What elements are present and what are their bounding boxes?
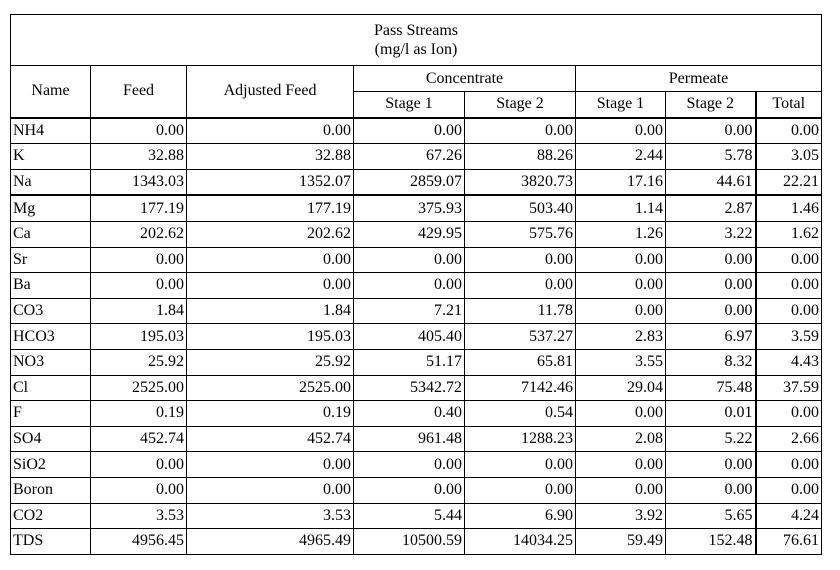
cell-perm-total: 4.43: [756, 349, 822, 375]
cell-perm-total: 1.46: [756, 195, 822, 221]
cell-perm-total: 0.00: [756, 118, 822, 144]
cell-conc-stage2: 0.00: [465, 477, 576, 503]
table-title: [11, 15, 822, 66]
cell-conc-stage2: 503.40: [465, 195, 576, 221]
cell-conc-stage2: 0.00: [465, 118, 576, 144]
cell-perm-stage1: 2.08: [576, 426, 666, 452]
cell-name: CO3: [11, 298, 91, 324]
cell-perm-stage1: 1.26: [576, 221, 666, 247]
cell-perm-stage1: 29.04: [576, 375, 666, 401]
cell-perm-stage2: 0.00: [666, 247, 756, 273]
header-perm-stage1: Stage 1: [576, 92, 666, 118]
cell-conc-stage1: 51.17: [354, 349, 465, 375]
cell-perm-stage1: 3.92: [576, 503, 666, 529]
header-feed: Feed: [91, 66, 187, 118]
cell-adjusted-feed: 1352.07: [187, 169, 354, 195]
cell-perm-stage1: 0.00: [576, 477, 666, 503]
table-row: [11, 195, 822, 221]
table-row: [11, 144, 822, 170]
cell-feed: 195.03: [91, 324, 187, 350]
cell-perm-stage2: 8.32: [666, 349, 756, 375]
cell-perm-total: 2.66: [756, 426, 822, 452]
cell-perm-total: 3.05: [756, 144, 822, 170]
table-row: [11, 247, 822, 273]
cell-feed: 177.19: [91, 195, 187, 221]
cell-conc-stage1: 10500.59: [354, 529, 465, 555]
cell-name: K: [11, 144, 91, 170]
cell-conc-stage1: 2859.07: [354, 169, 465, 195]
table-row: [11, 324, 822, 350]
header-conc-stage1: Stage 1: [354, 92, 465, 118]
cell-adjusted-feed: 25.92: [187, 349, 354, 375]
cell-conc-stage2: 14034.25: [465, 529, 576, 555]
cell-conc-stage2: 575.76: [465, 221, 576, 247]
cell-adjusted-feed: 177.19: [187, 195, 354, 221]
cell-conc-stage2: 0.00: [465, 247, 576, 273]
cell-perm-stage2: 0.00: [666, 452, 756, 478]
cell-conc-stage2: 0.00: [465, 452, 576, 478]
cell-conc-stage1: 0.00: [354, 247, 465, 273]
cell-perm-stage1: 1.14: [576, 195, 666, 221]
cell-name: Ba: [11, 273, 91, 299]
cell-perm-stage2: 0.00: [666, 273, 756, 299]
cell-adjusted-feed: 452.74: [187, 426, 354, 452]
cell-conc-stage1: 7.21: [354, 298, 465, 324]
cell-perm-total: 37.59: [756, 375, 822, 401]
cell-perm-total: 76.61: [756, 529, 822, 555]
cell-conc-stage1: 0.00: [354, 118, 465, 144]
cell-feed: 0.00: [91, 273, 187, 299]
cell-adjusted-feed: 3.53: [187, 503, 354, 529]
table-row: [11, 401, 822, 427]
cell-perm-stage1: 17.16: [576, 169, 666, 195]
table-title-line1: Pass Streams: [374, 22, 458, 39]
cell-feed: 202.62: [91, 221, 187, 247]
cell-name: CO2: [11, 503, 91, 529]
cell-adjusted-feed: 1.84: [187, 298, 354, 324]
cell-name: Ca: [11, 221, 91, 247]
cell-conc-stage1: 405.40: [354, 324, 465, 350]
cell-adjusted-feed: 0.19: [187, 401, 354, 427]
cell-perm-stage2: 152.48: [666, 529, 756, 555]
cell-name: Boron: [11, 477, 91, 503]
cell-name: NO3: [11, 349, 91, 375]
table-row: [11, 529, 822, 555]
cell-perm-stage1: 2.44: [576, 144, 666, 170]
cell-conc-stage2: 0.00: [465, 273, 576, 299]
cell-conc-stage2: 6.90: [465, 503, 576, 529]
table-title-line2: (mg/l as Ion): [374, 41, 458, 58]
cell-adjusted-feed: 195.03: [187, 324, 354, 350]
cell-conc-stage1: 0.00: [354, 273, 465, 299]
cell-adjusted-feed: 0.00: [187, 118, 354, 144]
header-concentrate: Concentrate: [354, 66, 576, 92]
cell-feed: 32.88: [91, 144, 187, 170]
cell-perm-stage2: 3.22: [666, 221, 756, 247]
cell-perm-stage1: 0.00: [576, 273, 666, 299]
cell-name: SO4: [11, 426, 91, 452]
cell-perm-stage1: 59.49: [576, 529, 666, 555]
cell-feed: 0.00: [91, 477, 187, 503]
cell-conc-stage2: 1288.23: [465, 426, 576, 452]
cell-name: Na: [11, 169, 91, 195]
table-row: [11, 118, 822, 144]
cell-perm-stage2: 2.87: [666, 195, 756, 221]
header-name: Name: [11, 66, 91, 118]
cell-name: NH4: [11, 118, 91, 144]
header-perm-total: Total: [756, 92, 822, 118]
table-row: [11, 349, 822, 375]
table-row: [11, 273, 822, 299]
cell-perm-stage2: 75.48: [666, 375, 756, 401]
cell-adjusted-feed: 4965.49: [187, 529, 354, 555]
cell-feed: 0.00: [91, 118, 187, 144]
table-body: [11, 118, 822, 555]
cell-name: HCO3: [11, 324, 91, 350]
cell-name: Mg: [11, 195, 91, 221]
table-row: [11, 375, 822, 401]
table-row: [11, 298, 822, 324]
table-row: [11, 503, 822, 529]
cell-name: Cl: [11, 375, 91, 401]
cell-perm-stage1: 3.55: [576, 349, 666, 375]
cell-conc-stage2: 65.81: [465, 349, 576, 375]
cell-conc-stage1: 0.40: [354, 401, 465, 427]
cell-conc-stage1: 0.00: [354, 452, 465, 478]
cell-adjusted-feed: 0.00: [187, 477, 354, 503]
cell-perm-stage2: 0.01: [666, 401, 756, 427]
cell-feed: 0.19: [91, 401, 187, 427]
cell-name: SiO2: [11, 452, 91, 478]
cell-perm-stage1: 0.00: [576, 118, 666, 144]
cell-adjusted-feed: 0.00: [187, 452, 354, 478]
cell-conc-stage1: 375.93: [354, 195, 465, 221]
cell-conc-stage2: 88.26: [465, 144, 576, 170]
table-row: [11, 221, 822, 247]
cell-perm-stage2: 0.00: [666, 477, 756, 503]
cell-name: Sr: [11, 247, 91, 273]
cell-conc-stage2: 0.54: [465, 401, 576, 427]
cell-adjusted-feed: 32.88: [187, 144, 354, 170]
cell-feed: 2525.00: [91, 375, 187, 401]
cell-feed: 4956.45: [91, 529, 187, 555]
cell-conc-stage1: 0.00: [354, 477, 465, 503]
cell-perm-stage2: 44.61: [666, 169, 756, 195]
cell-perm-stage1: 0.00: [576, 452, 666, 478]
cell-perm-total: 22.21: [756, 169, 822, 195]
cell-perm-stage1: 2.83: [576, 324, 666, 350]
cell-perm-total: 4.24: [756, 503, 822, 529]
cell-perm-total: 0.00: [756, 273, 822, 299]
header-conc-stage2: Stage 2: [465, 92, 576, 118]
cell-feed: 452.74: [91, 426, 187, 452]
cell-perm-stage2: 5.65: [666, 503, 756, 529]
cell-perm-total: 1.62: [756, 221, 822, 247]
table-row: [11, 169, 822, 195]
header-perm-stage2: Stage 2: [666, 92, 756, 118]
cell-conc-stage2: 537.27: [465, 324, 576, 350]
cell-adjusted-feed: 0.00: [187, 273, 354, 299]
table-row: [11, 426, 822, 452]
cell-feed: 1.84: [91, 298, 187, 324]
cell-perm-stage2: 6.97: [666, 324, 756, 350]
cell-name: F: [11, 401, 91, 427]
cell-perm-stage2: 0.00: [666, 298, 756, 324]
cell-perm-total: 3.59: [756, 324, 822, 350]
cell-perm-stage2: 5.78: [666, 144, 756, 170]
cell-conc-stage2: 7142.46: [465, 375, 576, 401]
cell-feed: 1343.03: [91, 169, 187, 195]
cell-perm-stage1: 0.00: [576, 298, 666, 324]
table-row: [11, 452, 822, 478]
header-adjusted-feed: Adjusted Feed: [187, 66, 354, 118]
cell-perm-total: 0.00: [756, 452, 822, 478]
cell-perm-total: 0.00: [756, 477, 822, 503]
cell-conc-stage1: 429.95: [354, 221, 465, 247]
cell-conc-stage1: 5342.72: [354, 375, 465, 401]
cell-conc-stage1: 961.48: [354, 426, 465, 452]
cell-feed: 0.00: [91, 452, 187, 478]
cell-perm-total: 0.00: [756, 247, 822, 273]
cell-adjusted-feed: 0.00: [187, 247, 354, 273]
cell-name: TDS: [11, 529, 91, 555]
table-row: [11, 477, 822, 503]
cell-perm-stage1: 0.00: [576, 401, 666, 427]
cell-adjusted-feed: 202.62: [187, 221, 354, 247]
cell-conc-stage1: 5.44: [354, 503, 465, 529]
cell-feed: 0.00: [91, 247, 187, 273]
cell-perm-total: 0.00: [756, 298, 822, 324]
cell-perm-stage2: 5.22: [666, 426, 756, 452]
cell-adjusted-feed: 2525.00: [187, 375, 354, 401]
header-permeate: Permeate: [576, 66, 822, 92]
cell-perm-stage1: 0.00: [576, 247, 666, 273]
cell-conc-stage2: 11.78: [465, 298, 576, 324]
pass-streams-table: [10, 14, 822, 555]
cell-perm-stage2: 0.00: [666, 118, 756, 144]
cell-conc-stage1: 67.26: [354, 144, 465, 170]
cell-feed: 25.92: [91, 349, 187, 375]
cell-conc-stage2: 3820.73: [465, 169, 576, 195]
cell-feed: 3.53: [91, 503, 187, 529]
cell-perm-total: 0.00: [756, 401, 822, 427]
